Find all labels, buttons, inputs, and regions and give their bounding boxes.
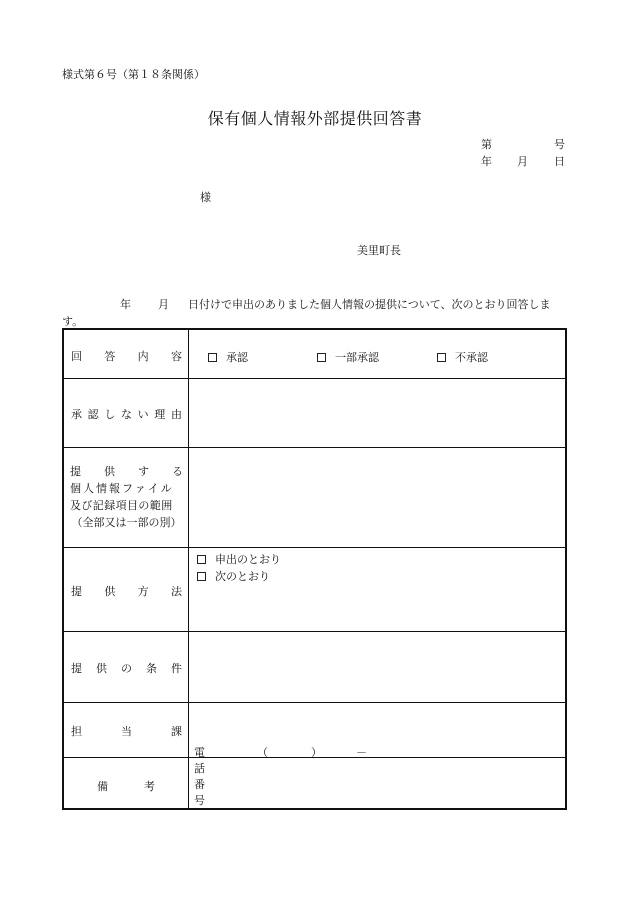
checkbox-partial-approve[interactable] (317, 353, 326, 362)
checkbox-as-follows[interactable] (197, 572, 206, 581)
date-year: 年 (481, 155, 492, 168)
option-approve[interactable]: 承認 (208, 349, 248, 365)
label-method: 提 供 方 法 (64, 548, 189, 631)
doc-number-suffix: 号 (554, 138, 565, 151)
label-reason: 承 認 し な い 理 由 (64, 379, 189, 447)
row-conditions (64, 632, 565, 703)
date-day: 日 (554, 155, 565, 168)
label-response: 回 答 内 容 (64, 330, 189, 378)
reason-field[interactable] (189, 379, 565, 447)
option-reject[interactable]: 不承認 (437, 349, 488, 365)
option-partial-approve[interactable]: 一部承認 (317, 349, 379, 365)
row-response (64, 330, 565, 379)
conditions-field[interactable] (189, 632, 565, 702)
response-table (62, 328, 567, 810)
remarks-field[interactable] (189, 758, 565, 810)
sender-name: 美里町長 (357, 244, 401, 257)
date-month: 月 (517, 155, 528, 168)
option-as-follows[interactable]: 次のとおり (197, 568, 270, 584)
department-field[interactable]: 電話番号 （ ） － (194, 746, 367, 807)
checkbox-approve[interactable] (208, 353, 217, 362)
recipient-honorific: 様 (200, 191, 211, 204)
intro-month: 月 (158, 298, 169, 311)
row-remarks (64, 758, 565, 810)
response-options (189, 330, 565, 378)
row-scope (64, 448, 565, 548)
label-scope: 提 供 す る 個人情報ファイル 及び記録項目の範囲 （全部又は一部の別） (64, 448, 189, 547)
checkbox-as-requested[interactable] (197, 555, 206, 564)
doc-number-prefix: 第 (481, 138, 492, 151)
intro-year: 年 (120, 298, 131, 311)
row-reason (64, 379, 565, 448)
option-as-requested[interactable]: 申出のとおり (197, 551, 281, 567)
label-remarks: 備 考 (64, 758, 189, 810)
intro-body: 日付けで申出のありました個人情報の提供について、次のとおり回答しま (188, 298, 551, 311)
form-number: 様式第６号（第１８条関係） (62, 68, 205, 81)
checkbox-reject[interactable] (437, 353, 446, 362)
scope-field[interactable] (189, 448, 565, 547)
row-method (64, 548, 565, 632)
intro-continuation: す。 (62, 315, 84, 328)
label-conditions: 提 供 の 条 件 (64, 632, 189, 702)
label-department: 担 当 課 (64, 703, 189, 757)
document-title: 保有個人情報外部提供回答書 (207, 109, 423, 128)
method-options (189, 548, 565, 631)
